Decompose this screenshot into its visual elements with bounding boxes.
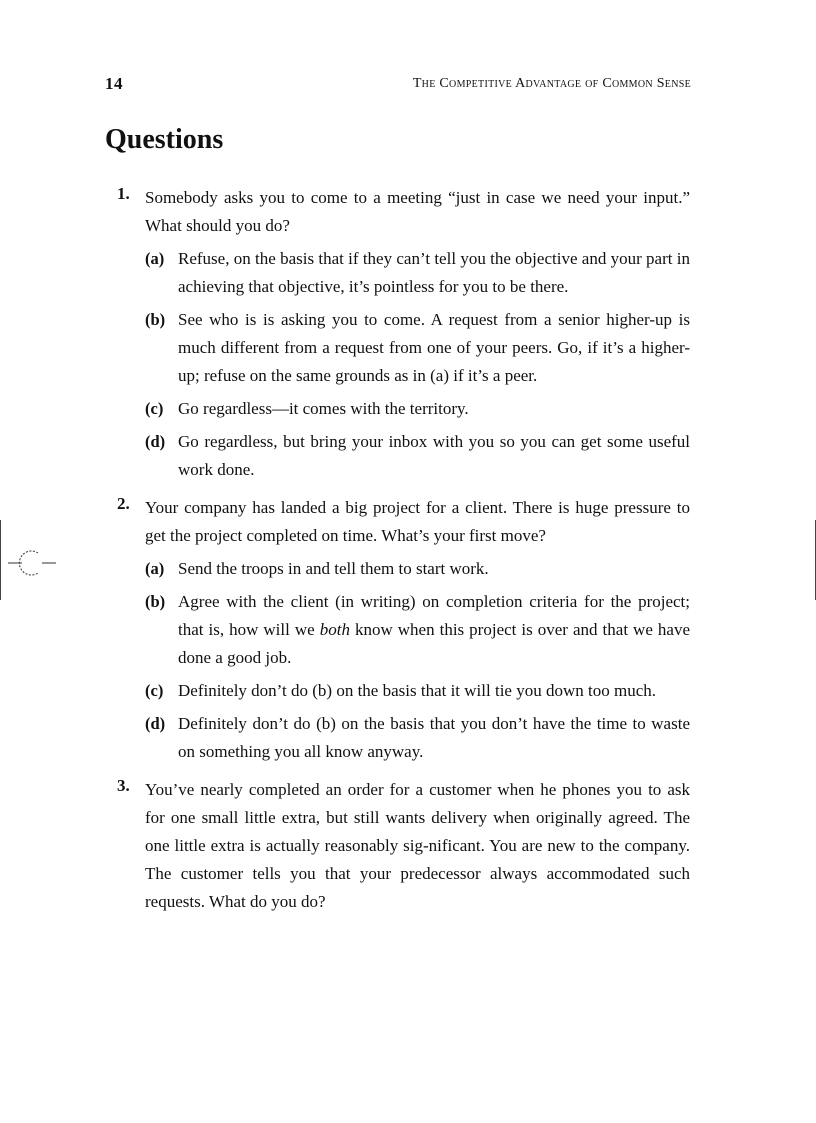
option-text-part: know when this project is over and that we have done a good job. [178, 620, 690, 667]
option-label: (a) [145, 249, 165, 268]
option-label: (b) [145, 592, 166, 611]
option-text: Send the troops in and tell them to start work. [178, 559, 489, 578]
question-list [0, 184, 816, 916]
option-text [178, 588, 690, 672]
question-number: 2. [117, 494, 130, 513]
section-title: Questions [105, 124, 224, 155]
option-label: (d) [145, 432, 166, 451]
option-d [0, 710, 816, 766]
option-a [0, 245, 816, 301]
spacer [0, 766, 816, 776]
page-number: 14 [105, 74, 123, 93]
question-1 [0, 184, 816, 484]
option-c [0, 677, 816, 705]
option-text: See who is is asking you to come. A request from a senior higher-up is much different from a request from one of your peers. Go, if it’s a higher-up; refuse on the same grounds as in (a) if it’s a peer. [178, 310, 690, 385]
emphasis: both [319, 620, 350, 639]
option-b [0, 306, 816, 390]
option-c [0, 395, 816, 423]
spacer [0, 484, 816, 494]
option-label: (a) [145, 559, 165, 578]
question-number: 1. [117, 184, 130, 203]
question-text: You’ve nearly completed an order for a customer when he phones you to ask for one small little extra, but still wants delivery when originally agreed. The one little extra is actually reasonably sig-nificant. You are new to the company. The customer tells you that your predecessor always accommodated such requests. What do you do? [145, 780, 690, 911]
option-text: Definitely don’t do (b) on the basis that you don’t have the time to waste on something you all know anyway. [178, 714, 690, 761]
option-b [0, 588, 816, 672]
option-a [0, 555, 816, 583]
option-label: (d) [145, 714, 166, 733]
option-d [0, 428, 816, 484]
option-text: Go regardless—it comes with the territory. [178, 399, 469, 418]
question-number: 3. [117, 776, 130, 795]
option-label: (c) [145, 681, 164, 700]
question-text: Your company has landed a big project for a client. There is huge pressure to get the project completed on time. What’s your first move? [145, 498, 690, 545]
option-label: (b) [145, 310, 166, 329]
option-text: Refuse, on the basis that if they can’t tell you the objective and your part in achieving that objective, it’s pointless for you to be there. [178, 249, 690, 296]
option-text: Definitely don’t do (b) on the basis that it will tie you down too much. [178, 681, 656, 700]
running-head: The Competitive Advantage of Common Sense [412, 76, 691, 91]
question-2 [0, 494, 816, 766]
option-label: (c) [145, 399, 164, 418]
question-text: Somebody asks you to come to a meeting “just in case we need your input.” What should you do? [145, 188, 690, 235]
option-text-part: Agree with the client (in writing) on completion criteria for the project; that is, how will we [178, 592, 690, 639]
option-text: Go regardless, but bring your inbox with you so you can get some useful work done. [178, 432, 690, 479]
question-3 [0, 776, 816, 916]
